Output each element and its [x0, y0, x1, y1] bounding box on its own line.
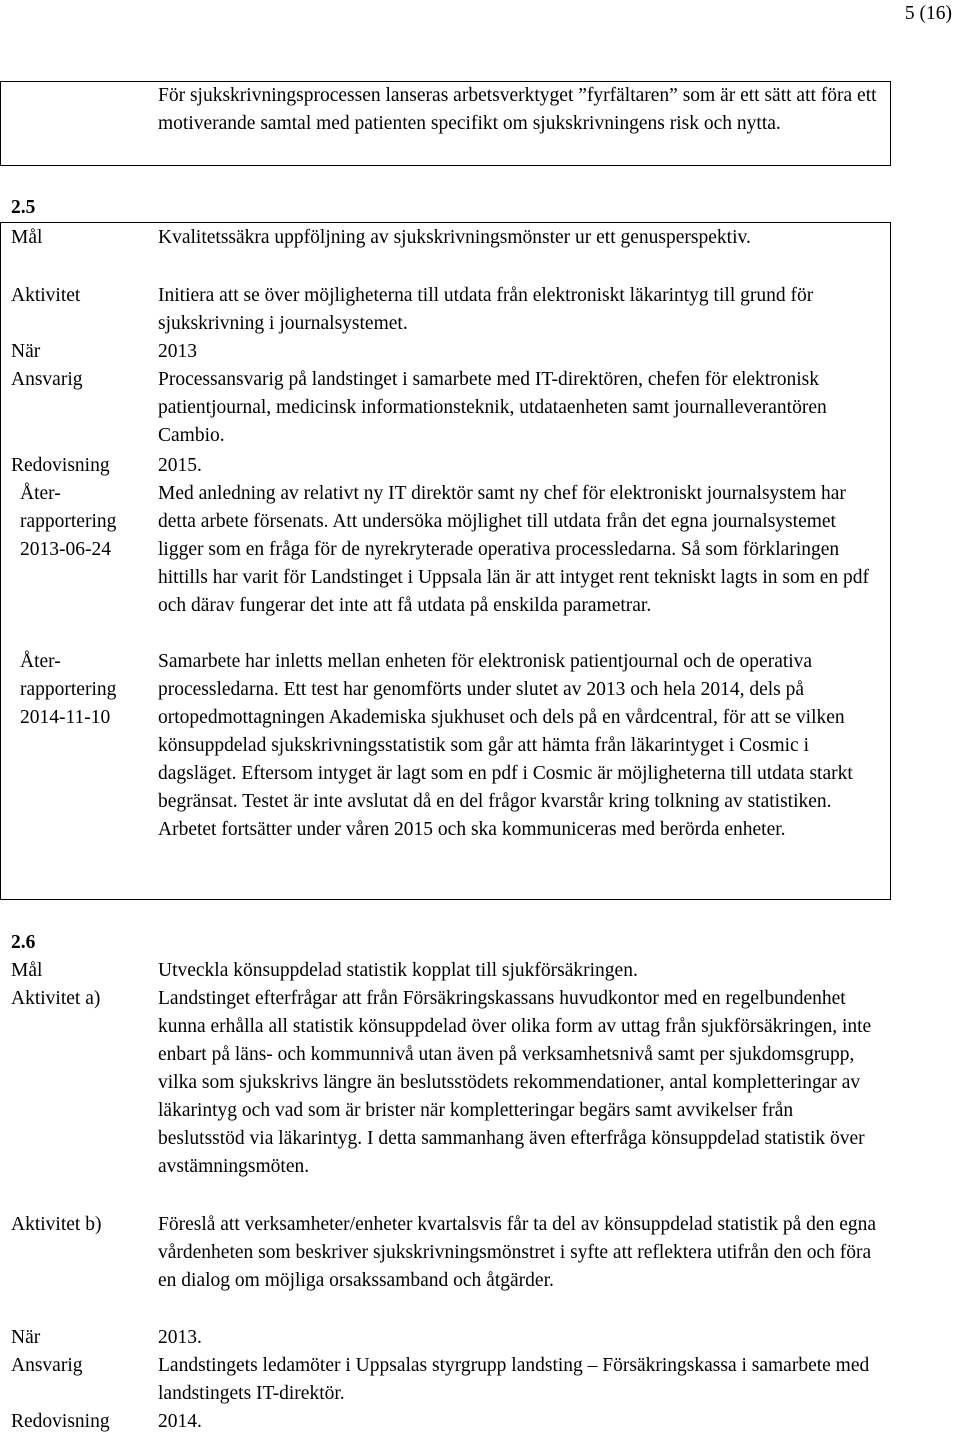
s25-nar-value: 2013 — [158, 341, 197, 362]
section-2-5-heading: 2.5 — [11, 197, 36, 218]
s26-nar-label: När — [11, 1327, 41, 1348]
s26-aktivitet-a-label: Aktivitet a) — [11, 988, 101, 1009]
s26-aktivitet-b-text: Föreslå att verksamheter/enheter kvartalsvis får ta del av könsuppdelad statistik på den egna vårdenheten som beskriver sjukskrivningsmönstret i syfte att reflektera utifrån den och föra en dialog om möjliga orsakssamband och åtgärder. — [158, 1214, 877, 1291]
s26-redovisning-label: Redovisning — [11, 1411, 110, 1432]
s25-nar-label: När — [11, 341, 41, 362]
s25-aktivitet-text: Initiera att se över möjligheterna till utdata från elektroniskt läkarintyg till grund för sjukskrivning i journalsystemet. — [158, 285, 814, 334]
s25-ansvarig-text: Processansvarig på landstinget i samarbete med IT-direktören, chefen för elektronisk patientjournal, medicinsk informationsteknik, utdataenheten samt journalleverantören Cambio. — [158, 369, 827, 446]
s25-report1-label-1: Åter- — [20, 483, 61, 504]
s25-report2-label-2: rapportering — [20, 679, 117, 700]
s25-redovisning-value: 2015. — [158, 455, 202, 476]
s25-mal-text: Kvalitetssäkra uppföljning av sjukskrivningsmönster ur ett genusperspektiv. — [158, 227, 751, 248]
s25-report2-text: Samarbete har inletts mellan enheten för elektronisk patientjournal och de operativa processledarna. Ett test har genomförts under slutet av 2013 och hela 2014, dels på ortopedmottagningen Akademiska sjukhuset och dels på en vårdcentral, för att se vilken könsuppdelad sjukskrivningsstatistik som går att hämta från läkarintyget i Cosmic i dagsläget. Eftersom intyget är lagt som en pdf i Cosmic är möjligheterna till utdata starkt begränsat. Testet är inte avslutat då en del frågor kvarstår kring tolkning av statistiken. Arbetet fortsätter under våren 2015 och ska kommuniceras med berörda enheter. — [158, 651, 853, 840]
s26-mal-text: Utveckla könsuppdelad statistik kopplat till sjukförsäkringen. — [158, 960, 638, 981]
page-number: 5 (16) — [904, 3, 952, 24]
s26-nar-value: 2013. — [158, 1327, 202, 1348]
s26-aktivitet-a-text: Landstinget efterfrågar att från Försäkringskassans huvudkontor med en regelbundenhet kunna erhålla all statistik könsuppdelad över olika form av uttag från sjukförsäkringen, inte enbart på läns- och kommunnivå utan även på verksamhetsnivå samt per sjukdomsgrupp, vilka som sjukskrivs längre än beslutsstödets rekommendationer, antal kompletteringar av läkarintyg och vad som är brister när kompletteringar begärs samt avvikelser från beslutsstöd via läkarintyg. I detta sammanhang även efterfråga könsuppdelad statistik över avstämningsmöten. — [158, 988, 872, 1177]
top-box-text: För sjukskrivningsprocessen lanseras arbetsverktyget ”fyrfältaren” som är ett sätt att föra ett motiverande samtal med patienten specifikt om sjukskrivningens risk och nytta. — [158, 85, 877, 134]
s25-report1-date: 2013-06-24 — [20, 539, 111, 560]
section-2-6-heading: 2.6 — [11, 932, 36, 953]
s26-ansvarig-label: Ansvarig — [11, 1355, 83, 1376]
s26-mal-label: Mål — [11, 960, 43, 981]
s25-aktivitet-label: Aktivitet — [11, 285, 81, 306]
s25-redovisning-label: Redovisning — [11, 455, 110, 476]
s25-mal-label: Mål — [11, 227, 43, 248]
s25-report1-label-2: rapportering — [20, 511, 117, 532]
s25-report2-label-1: Åter- — [20, 651, 61, 672]
s25-report2-date: 2014-11-10 — [20, 707, 111, 728]
s25-ansvarig-label: Ansvarig — [11, 369, 83, 390]
s26-ansvarig-text: Landstingets ledamöter i Uppsalas styrgrupp landsting – Försäkringskassa i samarbete med landstingets IT-direktör. — [158, 1355, 870, 1404]
s26-redovisning-value: 2014. — [158, 1411, 202, 1432]
s25-report1-text: Med anledning av relativt ny IT direktör samt ny chef för elektroniskt journalsystem har detta arbete försenats. Att undersöka möjlighet till utdata från det egna journalsystemet ligger som en fråga för de nyrekryterade operativa processledarna. Så som förklaringen hittills har varit för Landstinget i Uppsala län är att intyget rent tekniskt lagts in som en pdf och därav fungerar det inte att få utdata på enskilda parametrar. — [158, 483, 870, 616]
s26-aktivitet-b-label: Aktivitet b) — [11, 1214, 102, 1235]
